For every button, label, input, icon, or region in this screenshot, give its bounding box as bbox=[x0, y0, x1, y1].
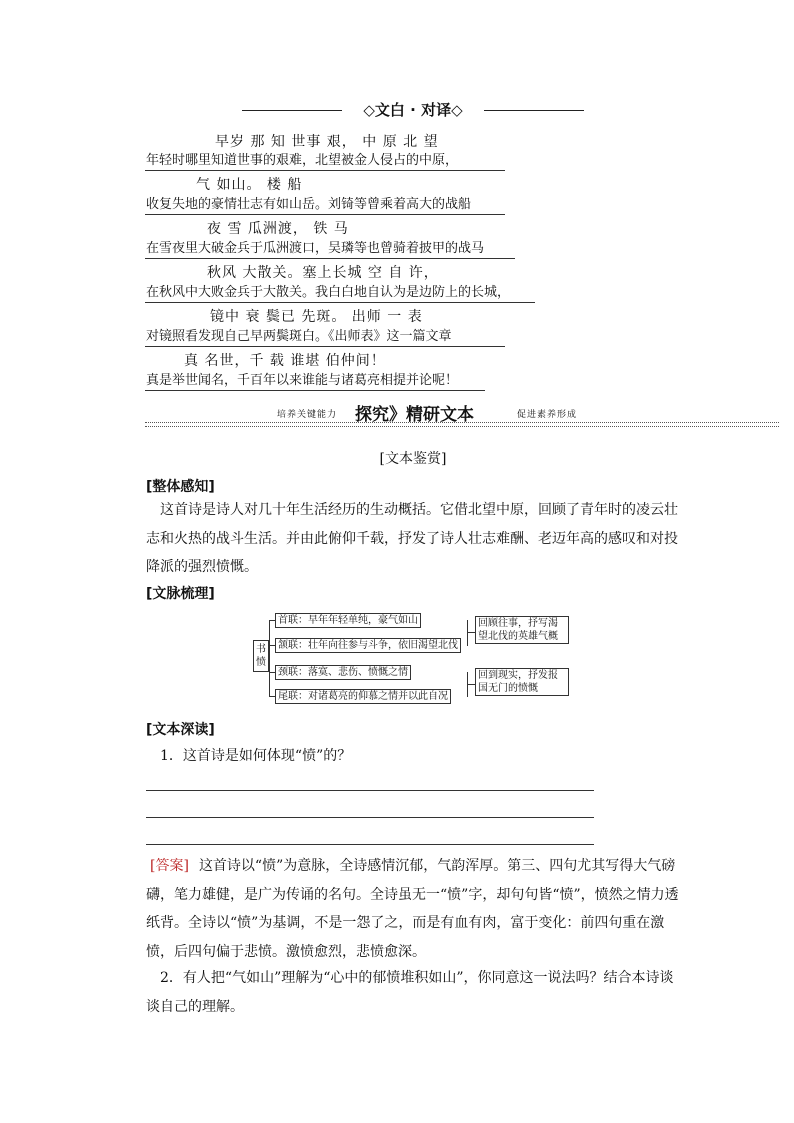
diagram-summary-1: 回顾往事，抒写渴望北伐的英雄气概 bbox=[475, 616, 569, 644]
diagram-item-4: 尾联：对诸葛亮的仰慕之情并以此自况 bbox=[275, 689, 451, 704]
connector bbox=[467, 620, 468, 646]
poem-line-6-trans: 真是举世闻名，千百年以来谁能与诸葛亮相提并论呢！ bbox=[146, 373, 459, 388]
section-title-text: ◇文白 · 对译◇ bbox=[363, 101, 463, 119]
structure-heading: [文脉梳理] bbox=[146, 586, 215, 602]
poem-line-3-trans: 在雪夜里大破金兵于瓜洲渡口，吴璘等也曾骑着披甲的战马 bbox=[146, 241, 485, 256]
section-title bbox=[242, 100, 584, 122]
poem-line-3-orig: 夜 雪 瓜洲渡， 铁 马 bbox=[207, 221, 349, 237]
overall-text bbox=[146, 496, 682, 582]
diagram-item-2: 颔联：壮年向往参与斗争，依旧渴望北伐 bbox=[275, 638, 461, 653]
poem-line-5-trans: 对镜照看发现自己早两鬓斑白。《出师表》这一篇文章 bbox=[146, 329, 452, 344]
banner-middle: 探究》精研文本 bbox=[355, 405, 474, 425]
answer-paragraph bbox=[146, 852, 682, 966]
question-1: 1．这首诗是如何体现“愤”的？ bbox=[160, 748, 352, 764]
connector bbox=[269, 620, 270, 696]
underline bbox=[145, 170, 505, 171]
poem-line-4-orig: 秋风 大散关。塞上长城 空 自 许， bbox=[207, 265, 439, 281]
connector bbox=[467, 684, 475, 685]
deep-reading-heading: [文本深读] bbox=[146, 722, 215, 738]
poem-line-2-trans: 收复失地的豪情壮志有如山岳。刘锜等曾乘着高大的战船 bbox=[146, 197, 472, 212]
underline bbox=[145, 214, 505, 215]
answer-line-2 bbox=[146, 817, 594, 818]
answer-line-3 bbox=[146, 844, 594, 845]
diagram-item-1: 首联：早年年轻单纯，豪气如山 bbox=[275, 613, 421, 628]
connector bbox=[467, 632, 475, 633]
underline bbox=[145, 390, 485, 391]
banner-left: 培养关键能力 bbox=[277, 410, 338, 420]
structure-diagram bbox=[253, 608, 573, 708]
poem-line-1-orig: 早岁 那 知 世事 艰， 中 原 北 望 bbox=[215, 134, 439, 150]
question-2: 2．有人把“气如山”理解为“心中的郁愤堆积如山”，你同意这一说法吗？结合本诗谈谈自己的理解。 bbox=[146, 970, 674, 1015]
answer-tag: [答案] bbox=[150, 858, 189, 874]
overall-text-content: 这首诗是诗人对几十年生活经历的生动概括。它借北望中原，回顾了青年时的凌云壮志和火热的战斗生活。并由此俯仰千载，抒发了诗人壮志难酬、老迈年高的感叹和对投降派的强烈愤慨。 bbox=[146, 502, 678, 575]
question-2-paragraph bbox=[146, 964, 682, 1021]
poem-line-4-trans: 在秋风中大败金兵于大散关。我白白地自认为是边防上的长城， bbox=[146, 285, 511, 300]
diagram-summary-2: 回到现实，抒发报国无门的愤慨 bbox=[475, 668, 569, 696]
poem-line-2-orig: 气 如山。 楼 船 bbox=[196, 177, 303, 193]
underline bbox=[145, 258, 515, 259]
poem-line-5-orig: 镜中 衰 鬓已 先斑。 出师 一 表 bbox=[210, 309, 423, 325]
poem-line-1-trans: 年轻时哪里知道世事的艰难，北望被金人侵占的中原， bbox=[146, 153, 459, 168]
underline bbox=[145, 302, 535, 303]
poem-line-6-orig: 真 名世，千 载 谁堪 伯仲间！ bbox=[184, 353, 386, 369]
answer-text: 这首诗以“愤”为意脉，全诗感情沉郁，气韵浑厚。第三、四句尤其写得大气磅礴，笔力雄健，是广为传诵的名句。全诗虽无一“愤”字，却句句皆“愤”，愤然之情力透纸背。全诗以“愤”为基调，不是一怨了之，而是有血有肉，富于变化：前四句重在激愤，后四句偏于悲愤。激愤愈烈，悲愤愈深。 bbox=[146, 858, 679, 960]
appreciation-title: [文本鉴赏] bbox=[379, 451, 447, 467]
diagram-root: 书愤 bbox=[253, 640, 269, 672]
answer-line-1 bbox=[146, 790, 594, 791]
section-banner bbox=[145, 400, 779, 424]
overall-heading: [整体感知] bbox=[146, 479, 215, 495]
underline bbox=[145, 346, 505, 347]
banner-divider bbox=[145, 422, 779, 427]
diagram-item-3: 颈联：落寞、悲伤、愤慨之情 bbox=[275, 665, 411, 680]
banner-right: 促进素养形成 bbox=[517, 410, 578, 420]
